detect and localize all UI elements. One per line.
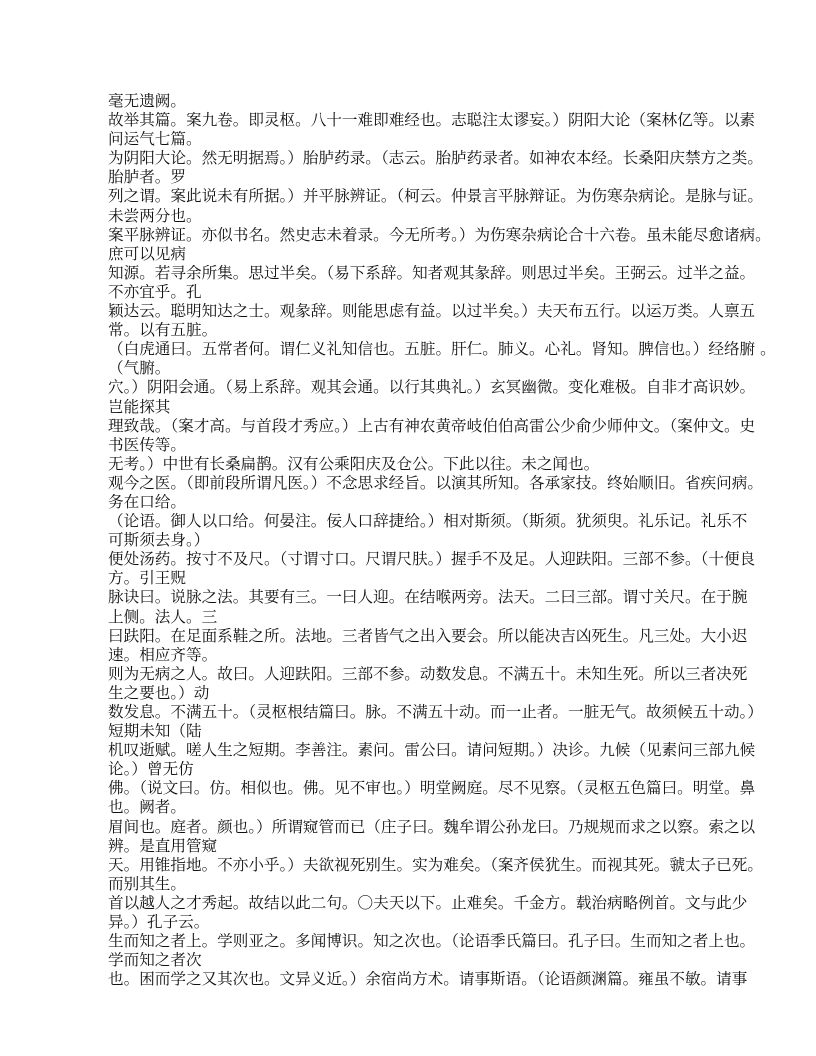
text-line: 方。引王贶 bbox=[108, 569, 186, 588]
text-line: 胎胪者。罗 bbox=[108, 168, 186, 187]
text-line: 知源。若寻余所集。思过半矣。（易下系辞。知者观其彖辞。则思过半矣。王弼云。过半之益。 bbox=[108, 263, 756, 282]
text-line: 庶可以见病 bbox=[108, 244, 186, 263]
text-line: 上侧。法人。三 bbox=[108, 607, 218, 626]
text-line: 异。）孔子云。 bbox=[108, 913, 210, 932]
text-line: 颖达云。聪明知达之士。观彖辞。则能思虑有益。以过半矣。）夫天布五行。以运万类。人禀五 bbox=[108, 302, 756, 321]
text-line: 岂能探其 bbox=[108, 397, 171, 416]
text-line: 观今之医。（即前段所谓凡医。）不念思求经旨。以演其所知。各承家技。终始顺旧。省疾问病。 bbox=[108, 473, 763, 492]
text-line: 学而知之者次 bbox=[108, 951, 202, 970]
text-line: 无考。）中世有长桑扁鹊。汉有公乘阳庆及仓公。下此以往。未之闻也。 bbox=[108, 454, 600, 473]
text-line: 案平脉辨证。亦似书名。然史志未着录。今无所考。）为伤寒杂病论合十六卷。虽未能尽愈诸病。 bbox=[108, 225, 771, 244]
text-line: 眉间也。庭者。颜也。）所谓窥管而已（庄子曰。魏牟谓公孙龙曰。乃规规而求之以察。索之以 bbox=[108, 817, 756, 836]
text-line: 务在口给。 bbox=[108, 492, 186, 511]
text-line: 脉诀曰。说脉之法。其要有三。一曰人迎。在结喉两旁。法天。二曰三部。谓寸关尺。在于腕 bbox=[108, 588, 748, 607]
text-line: 则为无病之人。故曰。人迎趺阳。三部不参。动数发息。不满五十。未知生死。所以三者决死 bbox=[108, 664, 748, 683]
text-line: 书医传等。 bbox=[108, 435, 186, 454]
text-line: 穴。）阴阳会通。（易上系辞。观其会通。以行其典礼。）玄冥幽微。变化难极。自非才高识妙。 bbox=[108, 378, 756, 397]
text-line: 可斯须去身。） bbox=[108, 531, 210, 550]
text-line: 未尝两分也。 bbox=[108, 206, 202, 225]
text-line: 为阴阳大论。然无明据焉。）胎胪药录。（志云。胎胪药录者。如神农本经。长桑阳庆禁方之类。 bbox=[108, 149, 763, 168]
text-line: 理致哉。（案才高。与首段才秀应。）上古有神农黄帝岐伯伯高雷公少俞少师仲文。（案仲文。史 bbox=[108, 416, 756, 435]
text-line: 短期未知（陆 bbox=[108, 722, 202, 741]
text-line: 便处汤药。按寸不及尺。（寸谓寸口。尺谓尺肤。）握手不及足。人迎趺阳。三部不参。（十便良 bbox=[108, 550, 756, 569]
text-line: 生而知之者上。学则亚之。多闻博识。知之次也。（论语季氏篇曰。孔子曰。生而知之者上也。 bbox=[108, 932, 756, 951]
text-line: 论。）曾无仿 bbox=[108, 760, 194, 779]
text-line: 列之谓。案此说未有所据。）并平脉辨证。（柯云。仲景言平脉辩证。为伤寒杂病论。是脉与证。 bbox=[108, 187, 763, 206]
text-line: 辨。是直用管窥 bbox=[108, 836, 218, 855]
document-page bbox=[108, 92, 776, 989]
text-line: （气腑。 bbox=[108, 359, 171, 378]
text-line: （论语。御人以口给。何晏注。佞人口辞捷给。）相对斯须。（斯须。犹须臾。礼乐记。礼乐不 bbox=[108, 512, 748, 531]
text-line: 机叹逝赋。嗟人生之短期。李善注。素问。雷公曰。请问短期。）决诊。九候（见素问三部九候 bbox=[108, 741, 756, 760]
text-line: 首以越人之才秀起。故结以此二句。〇夫天以下。止难矣。千金方。载治病略例首。文与此少 bbox=[108, 893, 748, 912]
text-line: 故举其篇。案九卷。即灵枢。八十一难即难经也。志聪注太谬妄。）阴阳大论（案林亿等。以素 bbox=[108, 111, 756, 130]
text-line: （白虎通曰。五常者何。谓仁义礼知信也。五脏。肝仁。肺义。心礼。肾知。脾信也。）经络腑 。 bbox=[108, 340, 776, 359]
text-line: 问运气七篇。 bbox=[108, 130, 202, 149]
text-line: 不亦宜乎。孔 bbox=[108, 282, 202, 301]
text-line: 生之要也。）动 bbox=[108, 683, 210, 702]
text-line: 速。相应齐等。 bbox=[108, 645, 218, 664]
text-line: 而别其生。 bbox=[108, 874, 186, 893]
text-line: 常。以有五脏。 bbox=[108, 321, 218, 340]
text-line: 佛。（说文曰。仿。相似也。佛。见不审也。）明堂阙庭。尽不见察。（灵枢五色篇曰。明堂。鼻 bbox=[108, 779, 756, 798]
text-line: 毫无遗阙。 bbox=[108, 92, 186, 110]
text-line: 也。困而学之又其次也。文异义近。）余宿尚方术。请事斯语。（论语颜渊篇。雍虽不敏。请事 bbox=[108, 970, 748, 989]
text-line: 天。用锥指地。不亦小乎。）夫欲视死别生。实为难矣。（案齐侯犹生。而视其死。虢太子已死。 bbox=[108, 855, 763, 874]
text-line: 数发息。不满五十。（灵枢根结篇曰。脉。不满五十动。而一止者。一脏无气。故须候五十动。） bbox=[108, 703, 763, 721]
text-line: 曰趺阳。在足面系鞋之所。法地。三者皆气之出入要会。所以能决吉凶死生。凡三处。大小迟 bbox=[108, 626, 748, 645]
text-line: 也。阙者。 bbox=[108, 798, 186, 817]
